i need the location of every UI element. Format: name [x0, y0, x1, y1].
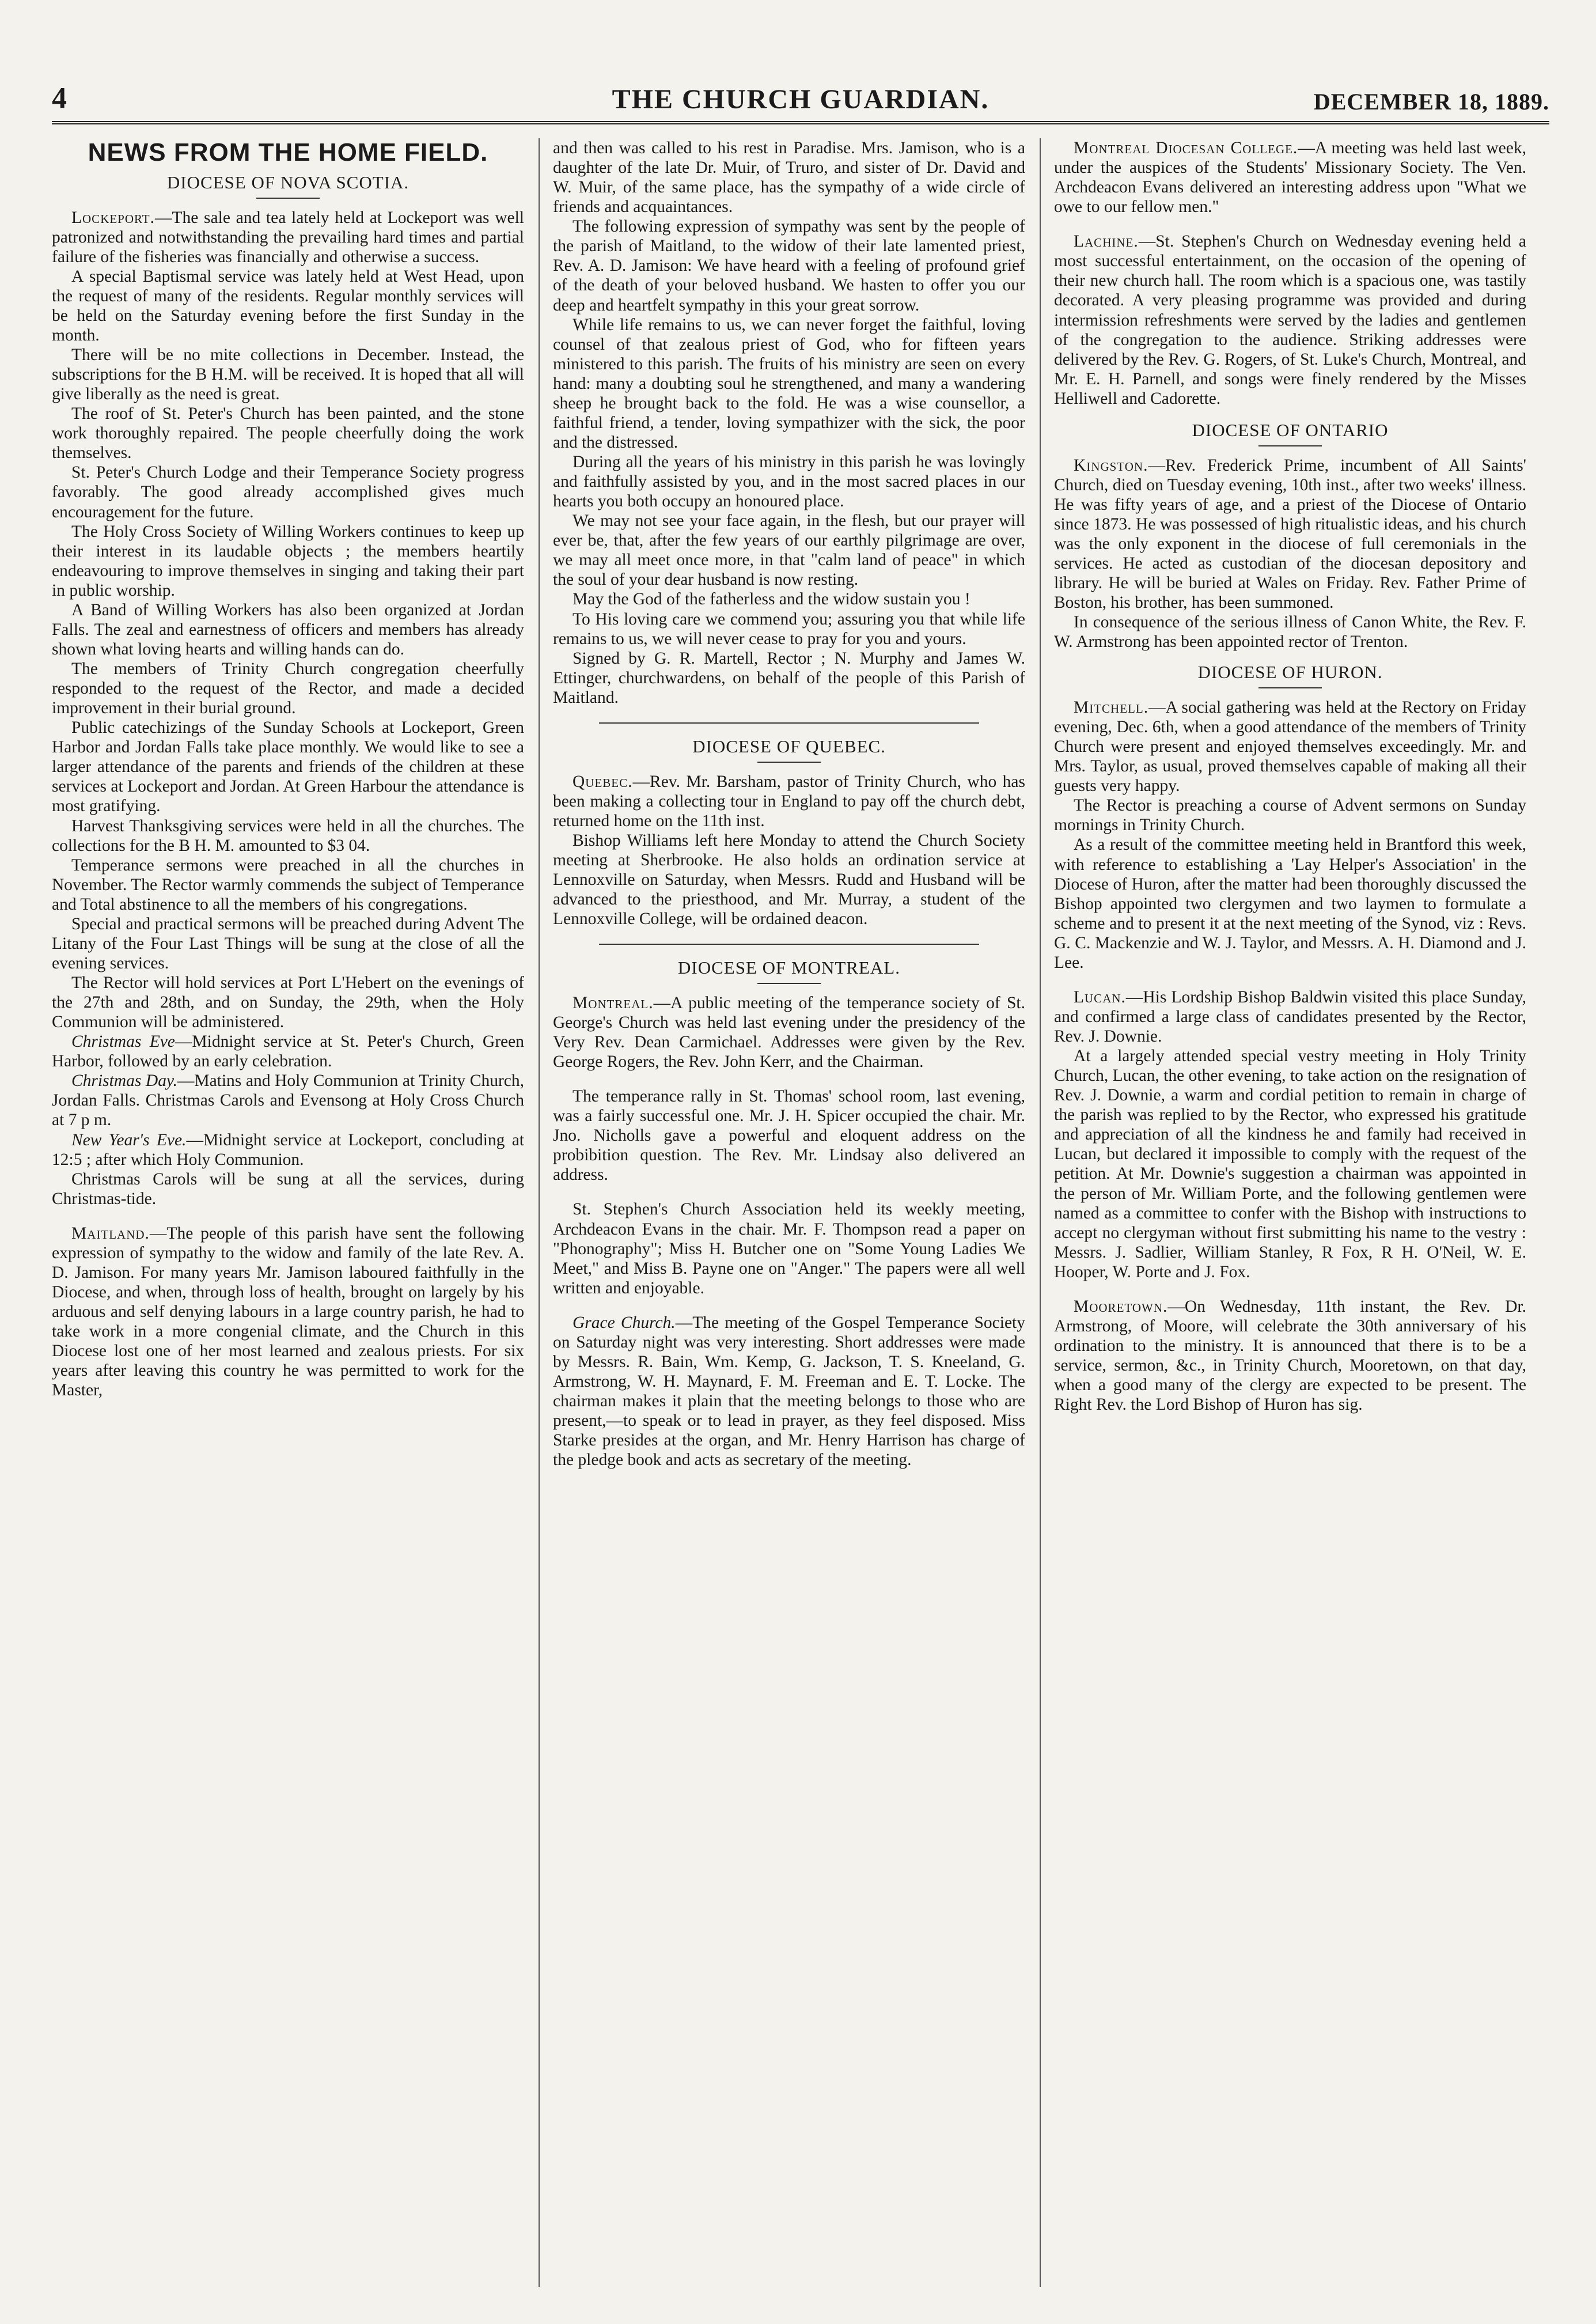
diocese-heading-quebec: DIOCESE OF QUEBEC.	[692, 736, 886, 756]
newspaper-title: THE CHURCH GUARDIAN.	[612, 84, 990, 115]
article-paragraph: The Holy Cross Society of Willing Workers continues to keep up their interest in its laudable objects ; the members heartily endeavouring to improve themselves in singing and taking their part in public worship.	[52, 522, 524, 600]
article-paragraph: Lockeport.—The sale and tea lately held at Lockeport was well patronized and notwithstanding the prevailing hard times and partial failure of the fisheries was financially and otherwise a success.	[52, 208, 524, 266]
section-rule	[599, 944, 979, 945]
short-rule	[1258, 687, 1322, 688]
article-paragraph: The Rector is preaching a course of Advent sermons on Sunday mornings in Trinity Church.	[1054, 796, 1526, 835]
place-name: Maitland.	[71, 1224, 150, 1243]
article-paragraph: In consequence of the serious illness of Canon White, the Rev. F. W. Armstrong has been appointed rector of Trenton.	[1054, 613, 1526, 652]
article-paragraph: The roof of St. Peter's Church has been painted, and the stone work thoroughly repaired. The people cheerfully doing the work themselves.	[52, 404, 524, 463]
article-paragraph: Christmas Carols will be sung at all the services, during Christmas-tide.	[52, 1169, 524, 1208]
article-paragraph: Christmas Eve—Midnight service at St. Peter's Church, Green Harbor, followed by an early celebration.	[52, 1032, 524, 1071]
place-name: Montreal Diocesan College.	[1074, 139, 1298, 157]
diocese-heading-montreal: DIOCESE OF MONTREAL.	[678, 957, 900, 978]
article-paragraph: Quebec.—Rev. Mr. Barsham, pastor of Trinity Church, who has been making a collecting tour in England to pay off the church debt, returned home on the 11th inst.	[553, 772, 1025, 830]
article-paragraph: Grace Church.—The meeting of the Gospel Temperance Society on Saturday night was very interesting. Short addresses were made by Messrs. R. Bain, Wm. Kemp, G. Jackson, T. S. Kneeland, G. Armstrong, W. H. Maynard, F. M. Freeman and E. T. Locke. The chairman makes it plain that the meeting belongs to those who are present,—to speak or to lead in prayer, as they feel disposed. Miss Starke presides at the organ, and Mr. Henry Harrison has charge of the pledge book and acts as secretary of the meeting.	[553, 1313, 1025, 1470]
place-name: Kingston.	[1074, 456, 1148, 475]
article-paragraph: As a result of the committee meeting held in Brantford this week, with reference to establishing a 'Lay Helper's Association' in the Diocese of Huron, after the matter had been thoroughly discussed the Bishop appointed two clergymen and two laymen to formulate a scheme and to present it at the next meeting of the Synod, viz : Revs. G. C. Mackenzie and W. J. Taylor, and Messrs. A. H. Diamond and J. Lee.	[1054, 835, 1526, 972]
place-name: Lachine.	[1074, 232, 1139, 251]
article-paragraph: New Year's Eve.—Midnight service at Lockeport, concluding at 12:5 ; after which Holy Communion.	[52, 1130, 524, 1169]
article-paragraph: May the God of the fatherless and the widow sustain you !	[573, 590, 971, 609]
column-rule-right	[1040, 138, 1041, 2287]
article-paragraph: Christmas Day.—Matins and Holy Communion at Trinity Church, Jordan Falls. Christmas Carols and Evensong at Holy Cross Church at 7 p m.	[52, 1072, 524, 1130]
column-rule-left	[539, 138, 540, 2287]
short-rule	[757, 762, 821, 763]
place-name: Mitchell.	[1074, 698, 1149, 717]
short-rule	[1258, 445, 1322, 446]
article-paragraph: A Band of Willing Workers has also been organized at Jordan Falls. The zeal and earnestness of officers and members has already shown what loving hearts and willing hands can do.	[52, 600, 524, 658]
article-paragraph: The following expression of sympathy was sent by the people of the parish of Maitland, to the widow of their late lamented priest, Rev. A. D. Jamison: We have heard with a feeling of profound grief of the death of your beloved husband. We hasten to offer you our deep and heartfelt sympathy in this your great sorrow.	[553, 217, 1025, 315]
article-paragraph: St. Stephen's Church Association held its weekly meeting, Archdeacon Evans in the chair. Mr. F. Thompson read a paper on "Phonography"; Miss H. Butcher one on "Some Young Ladies We Meet," and Miss B. Payne one on "Anger." The papers were all well written and enjoyable.	[553, 1200, 1025, 1297]
diocese-heading-nova-scotia: DIOCESE OF NOVA SCOTIA.	[166, 172, 410, 192]
article-paragraph: While life remains to us, we can never forget the faithful, loving counsel of that zealous priest of God, who for fifteen years ministered to this parish. The fruits of his ministry are seen on every hand: many a doubting soul he strengthened, and many a wandering sheep he brought back to the fold. He was a wise counsellor, a faithful friend, a tender, loving sympathizer with the sick, the poor and the distressed.	[553, 315, 1025, 452]
page-number: 4	[52, 82, 67, 115]
section-heading: NEWS FROM THE HOME FIELD.	[88, 138, 488, 166]
article-paragraph: The temperance rally in St. Thomas' school room, last evening, was a fairly successful one. Mr. J. H. Spicer occupied the chair. Mr. Jno. Nicholls gave a powerful and eloquent address on the probibition question. The Rev. Mr. Lindsay also delivered an address.	[553, 1087, 1025, 1184]
article-paragraph: Mitchell.—A social gathering was held at the Rectory on Friday evening, Dec. 6th, when a good attendance of the members of Trinity Church were present and enjoyed themselves exceedingly. Mr. and Mrs. Taylor, as usual, proved themselves capable of making all their guests very happy.	[1054, 698, 1526, 796]
diocese-heading-huron: DIOCESE OF HURON.	[1197, 662, 1383, 683]
article-paragraph: The Rector will hold services at Port L'Hebert on the evenings of the 27th and 28th, and on Sunday, the 29th, when the Holy Communion will be administered.	[52, 974, 524, 1032]
article-paragraph: and then was called to his rest in Paradise. Mrs. Jamison, who is a daughter of the late Dr. Muir, of Truro, and sister of Dr. David and W. Muir, of the same place, has the sympathy of a wide circle of friends and acquaintances.	[553, 139, 1025, 217]
article-paragraph: There will be no mite collections in December. Instead, the subscriptions for the B H.M. will be received. It is hoped that all will give liberally as the need is great.	[52, 346, 524, 404]
place-name: Montreal.	[573, 993, 654, 1012]
place-name: Lockeport.	[71, 208, 155, 227]
article-paragraph: We may not see your face again, in the flesh, but our prayer will ever be, that, after the few years of our earthly pilgrimage are over, we may all meet once more, in that "calm land of peace" in which the soul of your dear husband is now resting.	[553, 512, 1025, 589]
article-paragraph: Montreal.—A public meeting of the temperance society of St. George's Church was held last evening under the presidency of the Very Rev. Dean Carmichael. Addresses were given by the Rev. George Rogers, the Rev. John Kerr, and the Chairman.	[553, 993, 1025, 1072]
column-2	[553, 138, 1025, 2287]
article-paragraph: Signed by G. R. Martell, Rector ; N. Murphy and James W. Ettinger, churchwardens, on behalf of the people of this Parish of Maitland.	[553, 649, 1025, 707]
place-name: Quebec.	[573, 772, 633, 791]
article-paragraph: St. Peter's Church Lodge and their Temperance Society progress favorably. The good already accomplished gives much encouragement for the future.	[52, 463, 524, 521]
place-name: Mooretown.	[1074, 1297, 1168, 1316]
article-paragraph: Public catechizings of the Sunday Schools at Lockeport, Green Harbor and Jordan Falls take place monthly. We would like to see a larger attendance of the parents and friends of the children at these services at Lockeport and Jordan. At Green Harbour the attendance is most gratifying.	[52, 718, 524, 816]
article-paragraph: During all the years of his ministry in this parish he was lovingly and faithfully assisted by you, and in the most sacred places in our hearts you both occupy an honoured place.	[553, 453, 1025, 511]
article-paragraph: To His loving care we commend you; assuring you that while life remains to us, we will never cease to pray for you and yours.	[553, 610, 1025, 648]
article-paragraph: Temperance sermons were preached in all the churches in November. The Rector warmly commends the subject of Temperance and Total abstinence to all the members of his congregations.	[52, 856, 524, 914]
article-paragraph: Kingston.—Rev. Frederick Prime, incumbent of All Saints' Church, died on Tuesday evening, 10th inst., after two weeks' illness. He was fifty years of age, and a priest of the Diocese of Ontario since 1873. He was possessed of high ritualistic ideas, and his church was the only exponent in the diocese of full ceremonials in the services. He acted as custodian of the diocesan depository and library. He will be buried at Wales on Friday. Rev. Father Prime of Boston, his brother, has been summoned.	[1054, 456, 1526, 612]
article-paragraph: Lucan.—His Lordship Bishop Baldwin visited this place Sunday, and confirmed a large class of candidates presented by the Rector, Rev. J. Downie.	[1054, 987, 1526, 1046]
short-rule	[256, 198, 320, 199]
masthead	[52, 75, 1549, 124]
place-name: Lucan.	[1074, 987, 1126, 1006]
article-paragraph: Maitland.—The people of this parish have sent the following expression of sympathy to the widow and family of the late Rev. A. D. Jamison. For many years Mr. Jamison laboured faithfully in the Diocese, and when, through loss of health, brought on largely by his arduous and self denying labours in a large country parish, he had to take work in a more congenial climate, and the Church in this Diocese lost one of her most learned and zealous priests. For six years after leaving this country he was permitted to work for the Master,	[52, 1224, 524, 1400]
issue-date: DECEMBER 18, 1889.	[1313, 89, 1549, 115]
column-3	[1054, 138, 1526, 2287]
article-paragraph: Special and practical sermons will be preached during Advent The Litany of the Four Last Things will be sung at the close of all the evening services.	[52, 914, 524, 972]
section-rule	[599, 722, 979, 724]
article-paragraph: Bishop Williams left here Monday to attend the Church Society meeting at Sherbrooke. He also holds an ordination service at Lennoxville on Saturday, when Messrs. Rudd and Husband will be advanced to the priesthood, and Mr. Murray, a student of the Lennoxville College, will be ordained deacon.	[553, 831, 1025, 929]
article-paragraph: Lachine.—St. Stephen's Church on Wednesday evening held a most successful entertainment, on the occasion of the opening of their new church hall. The room which is a spacious one, was tastily decorated. A very pleasing programme was provided and during intermission refreshments were served by the ladies and gentlemen of the congregation to the audience. Striking addresses were delivered by the Rev. G. Rogers, of St. Luke's Church, Montreal, and Mr. E. H. Parnell, and songs were finely rendered by the Misses Helliwell and Cadorette.	[1054, 232, 1526, 408]
short-rule	[757, 983, 821, 984]
diocese-heading-ontario: DIOCESE OF ONTARIO	[1192, 419, 1389, 440]
article-paragraph: The members of Trinity Church congregation cheerfully responded to the request of the Rector, and made a decided improvement in their burial ground.	[52, 660, 524, 718]
article-paragraph: Harvest Thanksgiving services were held in all the churches. The collections for the B H. M. amounted to $3 04.	[52, 816, 524, 855]
article-paragraph: Mooretown.—On Wednesday, 11th instant, the Rev. Dr. Armstrong, of Moore, will celebrate the 30th anniversary of his ordination to the ministry. It is announced that there is to be a service, sermon, &c., in Trinity Church, Mooretown, on that day, when a good many of the clergy are expected to be present. The Right Rev. the Lord Bishop of Huron has sig.	[1054, 1297, 1526, 1414]
article-paragraph: A special Baptismal service was lately held at West Head, upon the request of many of the residents. Regular monthly services will be held on the Saturday evening before the first Sunday in the month.	[52, 267, 524, 345]
column-1	[52, 138, 524, 2287]
article-paragraph: At a largely attended special vestry meeting in Holy Trinity Church, Lucan, the other evening, to take action on the resignation of Rev. J. Downie, a warm and cordial petition to remain in charge of the parish was replied to by the Rector, who expressed his gratitude and appreciation of all the kindness he and family had received in Lucan, but declared it impossible to comply with the request of the petition. At Mr. Downie's suggestion a chairman was appointed in the person of Mr. William Porte, and the following gentlemen were named as a committee to confer with the Bishop with instructions to accept no clergyman without first submitting his name to the vestry : Messrs. J. Sadlier, William Stanley, R Fox, R H. O'Neil, W. E. Hooper, W. Porte and J. Fox.	[1054, 1047, 1526, 1281]
article-paragraph: Montreal Diocesan College.—A meeting was held last week, under the auspices of the Students' Missionary Society. The Ven. Archdeacon Evans delivered an interesting address upon "What we owe to our fellow men."	[1054, 139, 1526, 217]
